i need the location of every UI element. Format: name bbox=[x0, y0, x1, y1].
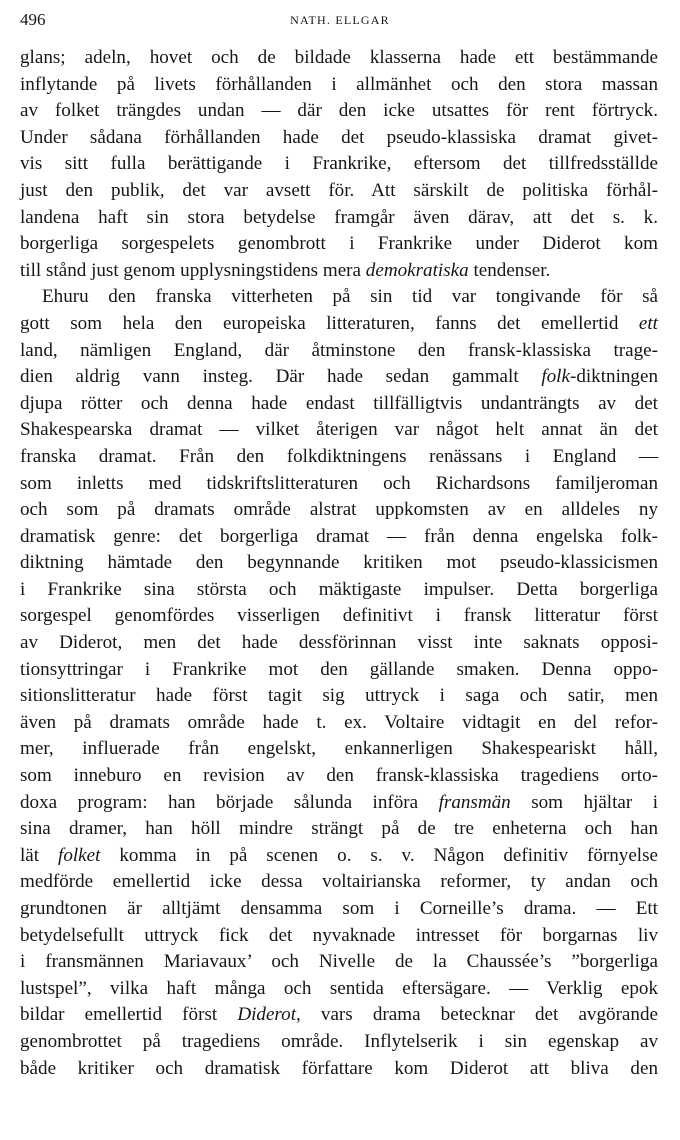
text-line: inflytande på livets förhållanden i allmänhet och den stora massan bbox=[20, 73, 658, 95]
text-run: lät bbox=[20, 844, 59, 866]
text-line: medförde emellertid icke dessa voltairianska reformer, ty andan och bbox=[20, 871, 658, 893]
text-line: just den publik, det var avsett för. Att särskilt de politiska förhål- bbox=[20, 179, 658, 201]
text-line: dramatisk genre: det borgerliga dramat — från denna engelska folk- bbox=[20, 525, 658, 547]
italic-text: ett bbox=[638, 312, 658, 334]
text-line: grundtonen är alltjämt densamma som i Corneille’s drama. — Ett bbox=[20, 898, 658, 919]
text-line: betydelsefullt uttryck fick det nyvaknade intresset för borgarnas liv bbox=[20, 924, 658, 946]
text-line: som inneburo en revision av den fransk-klassiska tragediens orto- bbox=[20, 765, 658, 787]
text-line: sitionslitteratur hade först tagit sig uttryck i saga och satir, men bbox=[20, 685, 658, 707]
text-run: till stånd just genom upplysningstidens mera bbox=[20, 259, 366, 281]
text-run: -diktningen bbox=[569, 366, 658, 388]
text-run: doxa program: han började sålunda införa bbox=[20, 791, 439, 813]
page-header bbox=[20, 10, 660, 32]
text-line: borgerliga sorgespelets genombrott i Frankrike under Diderot kom bbox=[20, 233, 658, 255]
text-line: som inletts med tidskriftslitteraturen och Richardsons familjeroman bbox=[20, 472, 658, 494]
text-line bbox=[20, 311, 658, 338]
text-run: dien aldrig vann insteg. Där hade sedan gammalt bbox=[20, 366, 542, 388]
text-line: i fransmännen Mariavaux’ och Nivelle de la Chaussée’s ”borgerliga bbox=[20, 951, 658, 973]
text-line: landena haft sin stora betydelse framgår även därav, att det s. k. bbox=[20, 206, 658, 228]
text-run: som hjältar i bbox=[510, 791, 658, 813]
text-line: land, nämligen England, där åtminstone den fransk-klassiska trage- bbox=[20, 339, 658, 361]
italic-text: folket bbox=[58, 844, 101, 866]
text-line: djupa rötter och denna hade endast tillfälligtvis undanträngts av det bbox=[20, 392, 658, 414]
text-line bbox=[20, 843, 658, 870]
text-line: även på dramats område hade t. ex. Voltaire vidtagit en del refor- bbox=[20, 711, 658, 733]
text-line: lustspel”, vilka haft många och sentida eftersägare. — Verklig epok bbox=[20, 977, 658, 999]
text-line: av folket trängdes undan — där den icke utsattes för rent förtryck. bbox=[20, 100, 658, 122]
body-text bbox=[20, 45, 658, 1082]
text-line: både kritiker och dramatisk författare kom Diderot att bliva den bbox=[20, 1057, 658, 1079]
text-run: , vars drama betecknar det avgörande bbox=[296, 1004, 658, 1026]
text-run: komma in på scenen o. s. v. Någon definitiv förnyelse bbox=[100, 844, 659, 866]
italic-text: demokratiska bbox=[365, 259, 469, 281]
text-line bbox=[20, 790, 658, 817]
text-line: och som på dramats område alstrat uppkomsten av en alldeles ny bbox=[20, 499, 658, 521]
text-line: vis sitt fulla berättigande i Frankrike, eftersom det tillfredsställde bbox=[20, 153, 658, 175]
text-line: Shakespearska dramat — vilket återigen var något helt annat än det bbox=[20, 419, 658, 441]
text-line: av Diderot, men det hade dessförinnan visst inte saknats opposi- bbox=[20, 632, 658, 654]
text-line bbox=[20, 1002, 658, 1029]
italic-text: folk bbox=[541, 366, 570, 388]
text-line: tionsyttringar i Frankrike mot den gällande smaken. Denna oppo- bbox=[20, 658, 658, 680]
text-line: franska dramat. Från den folkdiktningens renässans i England — bbox=[20, 445, 658, 467]
text-line: Ehuru den franska vitterheten på sin tid var tongivande för så bbox=[42, 286, 658, 308]
text-line: i Frankrike sina största och mäktigaste impulser. Detta borgerliga bbox=[20, 578, 658, 600]
text-run: bildar emellertid först bbox=[20, 1004, 238, 1026]
text-line: sina dramer, han höll mindre strängt på de tre enheterna och han bbox=[20, 818, 658, 840]
italic-text: fransmän bbox=[438, 791, 511, 813]
page-number: 496 bbox=[20, 10, 46, 29]
text-line: diktning hämtade den begynnande kritiken mot pseudo-klassicismen bbox=[20, 552, 658, 574]
text-line bbox=[20, 364, 658, 391]
text-line: glans; adeln, hovet och de bildade klasserna hade ett bestämmande bbox=[20, 47, 658, 68]
text-line bbox=[20, 258, 658, 285]
running-head: NATH. ELLGAR bbox=[290, 13, 390, 27]
text-line: genombrottet på tragediens område. Inflytelserik i sin egenskap av bbox=[20, 1030, 658, 1052]
text-line: mer, influerade från engelskt, enkannerligen Shakespeariskt håll, bbox=[20, 738, 658, 760]
text-line: Under sådana förhållanden hade det pseudo-klassiska dramat givet- bbox=[20, 126, 658, 148]
text-line: sorgespel genomfördes visserligen definitivt i fransk litteratur först bbox=[20, 605, 658, 627]
italic-text: Diderot bbox=[237, 1004, 297, 1026]
text-run: tendenser. bbox=[468, 259, 551, 281]
text-run: gott som hela den europeiska litteraturen, fanns det emellertid bbox=[20, 312, 639, 334]
